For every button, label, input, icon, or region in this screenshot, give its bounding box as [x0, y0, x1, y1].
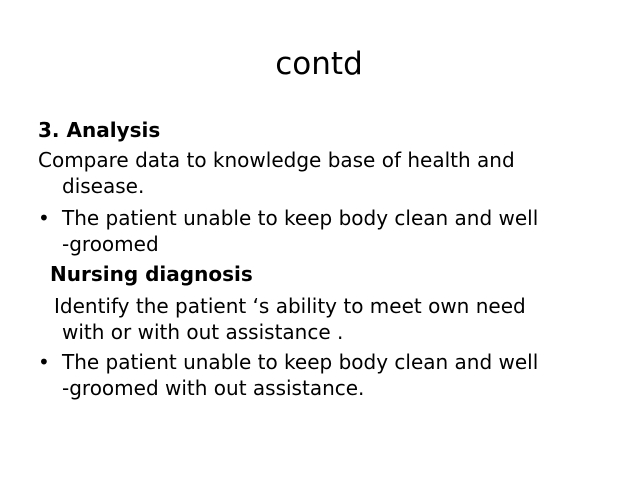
nursing-diagnosis-heading: Nursing diagnosis — [50, 262, 253, 286]
slide-title: contd — [275, 46, 363, 82]
analysis-text-line-1: Compare data to knowledge base of health and — [38, 148, 515, 172]
bullet-marker-2: • — [38, 350, 50, 374]
bullet-1-line-2: -groomed — [62, 232, 159, 256]
analysis-heading: 3. Analysis — [38, 118, 161, 142]
bullet-2-line-1: The patient unable to keep body clean and well — [62, 350, 539, 374]
bullet-1-line-1: The patient unable to keep body clean and well — [62, 206, 539, 230]
analysis-text-line-2: disease. — [62, 174, 145, 198]
diagnosis-text-line-2: with or with out assistance . — [62, 320, 344, 344]
diagnosis-text-line-1: Identify the patient ‘s ability to meet own need — [54, 294, 526, 318]
bullet-2-line-2: -groomed with out assistance. — [62, 376, 365, 400]
bullet-marker-1: • — [38, 206, 50, 230]
